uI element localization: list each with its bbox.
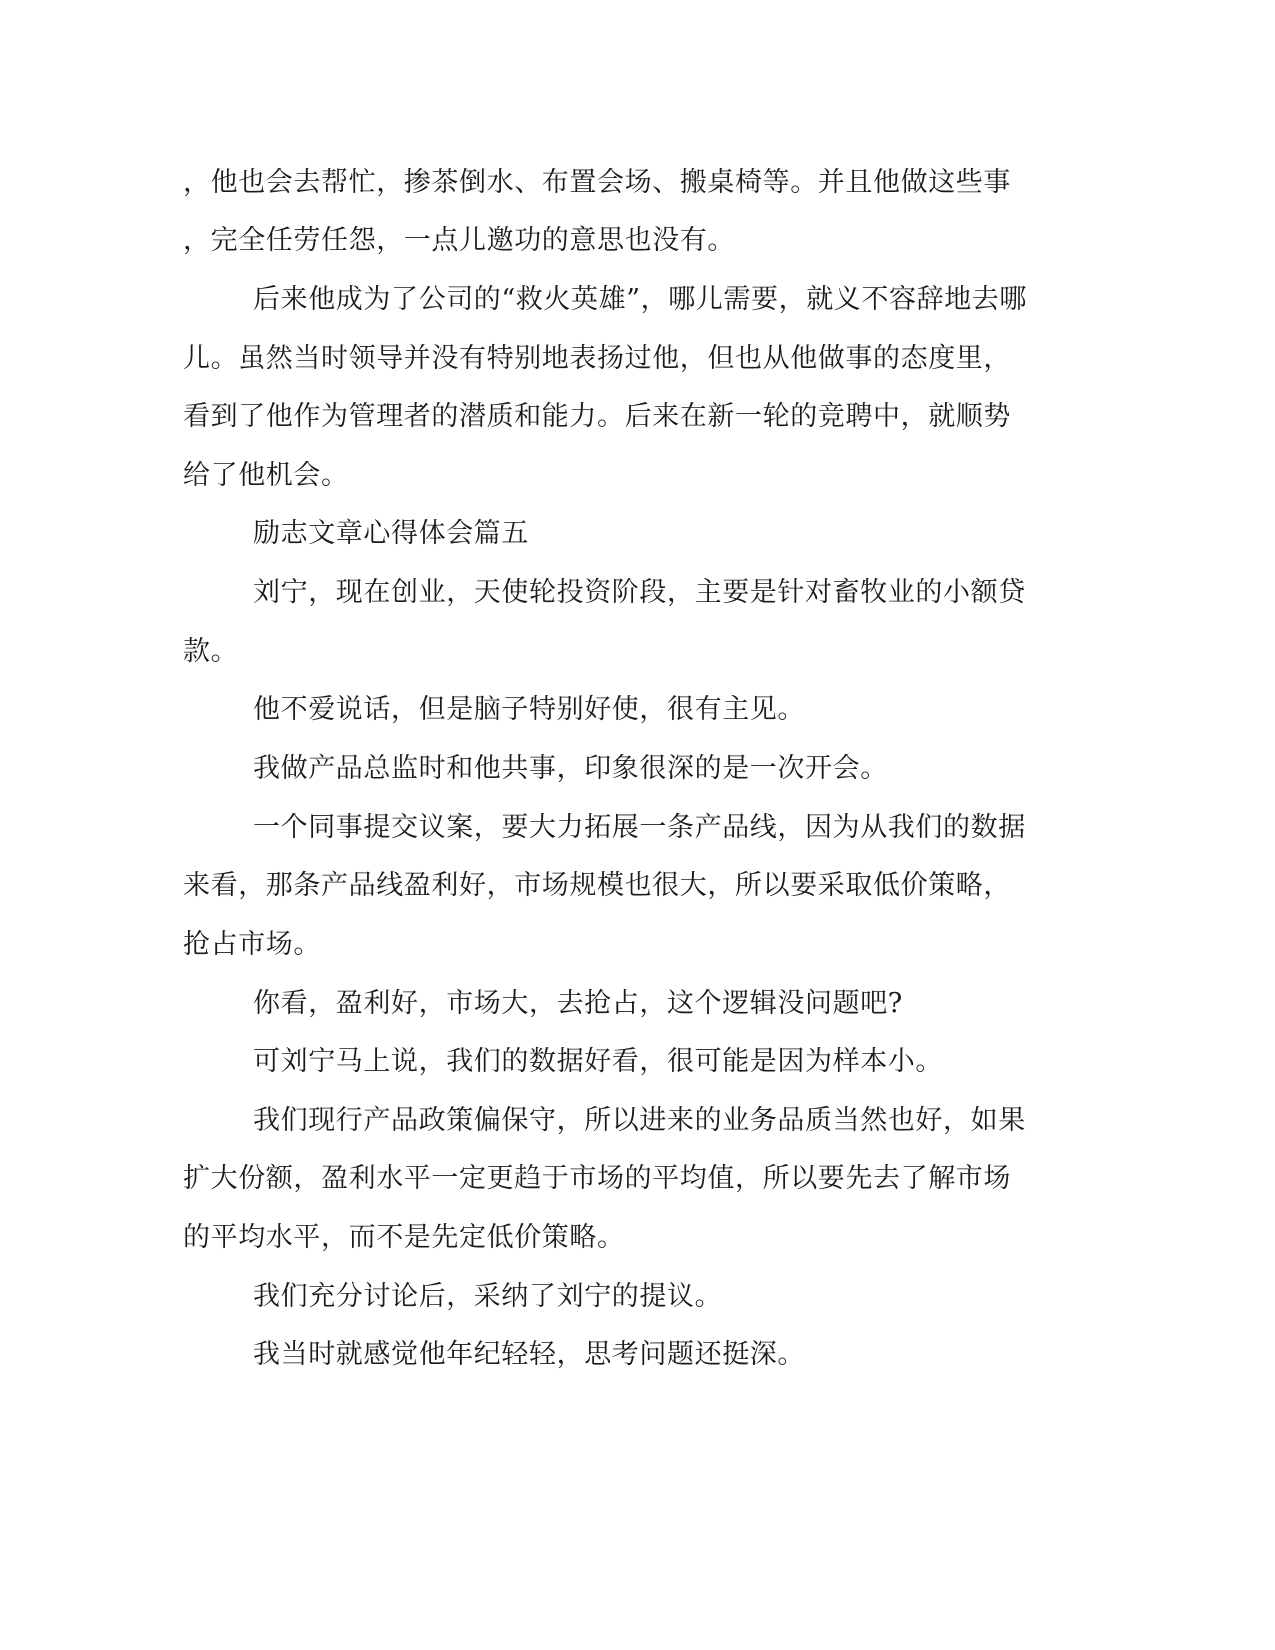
text-line: ，完全任劳任怨，一点儿邀功的意思也没有。	[183, 225, 735, 256]
text-line: 儿。虽然当时领导并没有特别地表扬过他，但也从他做事的态度里，	[183, 343, 1011, 374]
text-line: 的平均水平，而不是先定低价策略。	[183, 1222, 625, 1253]
text-line: ，他也会去帮忙，掺茶倒水、布置会场、搬桌椅等。并且他做这些事	[183, 167, 1011, 198]
text-line: 抢占市场。	[183, 929, 321, 960]
text-line: 扩大份额，盈利水平一定更趋于市场的平均值，所以要先去了解市场	[183, 1163, 1011, 1194]
paragraph-start-line: 你看，盈利好，市场大，去抢占，这个逻辑没问题吧?	[253, 988, 903, 1019]
text-line: 给了他机会。	[183, 460, 349, 491]
section-heading: 励志文章心得体会篇五	[253, 518, 529, 549]
paragraph-start-line: 我们现行产品政策偏保守，所以进来的业务品质当然也好，如果	[253, 1105, 1026, 1136]
paragraph-start-line: 刘宁，现在创业，天使轮投资阶段，主要是针对畜牧业的小额贷	[253, 577, 1026, 608]
text-line: 来看，那条产品线盈利好，市场规模也很大，所以要采取低价策略，	[183, 870, 1011, 901]
paragraph-start-line: 一个同事提交议案，要大力拓展一条产品线，因为从我们的数据	[253, 812, 1026, 843]
paragraph-start-line: 我们充分讨论后，采纳了刘宁的提议。	[253, 1281, 723, 1312]
text-line: 款。	[183, 636, 239, 667]
text-line: 看到了他作为管理者的潜质和能力。后来在新一轮的竞聘中，就顺势	[183, 401, 1011, 432]
paragraph-start-line: 后来他成为了公司的“救火英雄”，哪儿需要，就义不容辞地去哪	[253, 284, 1028, 315]
paragraph-start-line: 我当时就感觉他年纪轻轻，思考问题还挺深。	[253, 1339, 805, 1370]
paragraph-start-line: 他不爱说话，但是脑子特别好使，很有主见。	[253, 694, 805, 725]
paragraph-start-line: 我做产品总监时和他共事，印象很深的是一次开会。	[253, 753, 888, 784]
paragraph-start-line: 可刘宁马上说，我们的数据好看，很可能是因为样本小。	[253, 1046, 943, 1077]
